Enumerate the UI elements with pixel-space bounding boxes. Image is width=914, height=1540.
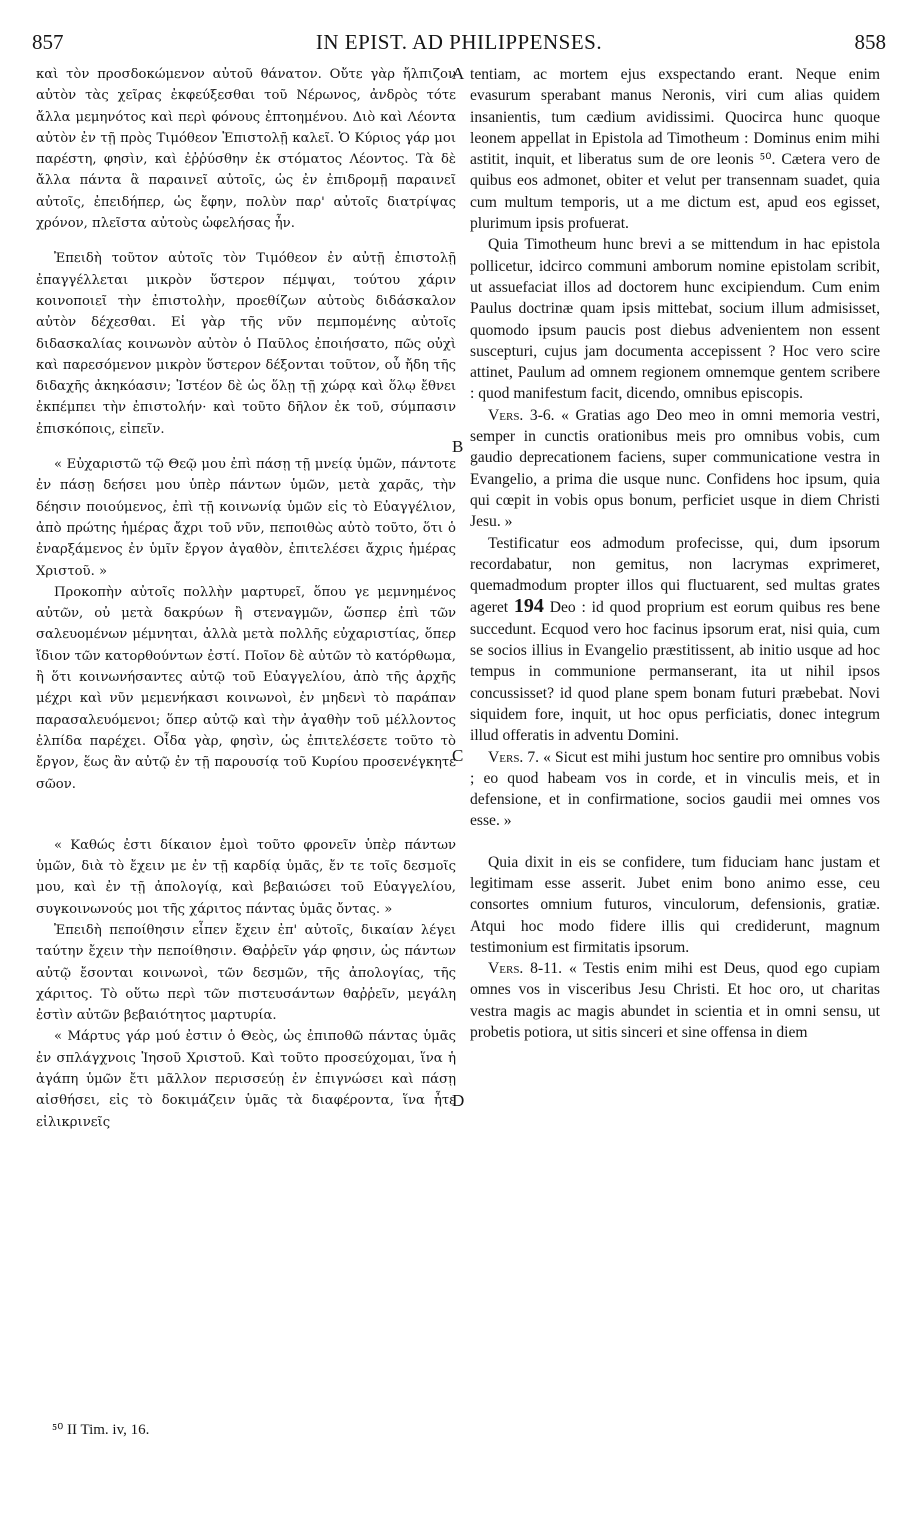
- column-number: 194: [513, 595, 544, 618]
- latin-paragraph-4: [470, 533, 880, 747]
- page-header: [32, 30, 886, 60]
- margin-letter-c: C: [452, 746, 464, 765]
- page-number-left: 857: [32, 30, 64, 54]
- greek-paragraph-3: « Εὐχαριστῶ τῷ Θεῷ μου ἐπὶ πάσῃ τῇ μνείᾳ ὑμῶν, πάντοτε ἐν πάσῃ δεήσει μου ὑπὲρ πάντων ὑμῶν, μετὰ χαρᾶς, τὴν δέησιν ποιούμενος, ἐπὶ τῇ κοινωνίᾳ ὑμῶν εἰς τὸ Εὐαγγέλιον, ἀπὸ πρώτης ἡμέρας ἄχρι τοῦ νῦν, πεποιθὼς αὐτὸ τοῦτο, ὅτι ὁ ἐναρξάμενος ἐν ὑμῖν ἔργον ἀγαθὸν, ἐπιτελέσει ἄχρις ἡμέρας Χριστοῦ. »: [36, 457, 456, 579]
- margin-letter-b: B: [452, 437, 464, 456]
- latin-paragraph-4a: Testificatur eos admodum profecisse, qui, dum ipsorum recordabatur, non gemitus, non lacrymas exprimeret, quemadmodum propter illos qui fluctuarent, sed multas grates ageret: [470, 534, 880, 617]
- verse-reference-8-11: Vers. 8-11.: [488, 960, 563, 978]
- latin-paragraph-4b: Deo : id quod proprium est eorum quibus res bene succedunt. Ecquod vero hoc facinus ipsorum erat, nisi quia, cum se socios illius in Evangelio præstitissent, ab initio usque ad hoc tempus in communione permanserant, ita ut nihil ipsos concussisset? id quod plane spem bonam futuri præbebat. Novi siquidem fore, inquit, ut hoc opus perficiatis, donec integrum illud offeratis in adventu Domini.: [470, 599, 880, 745]
- latin-paragraph-6: Quia dixit in eis se confidere, tum fiduciam hanc justam et legitimam esse asserit. Jubet enim bono animo esse, ceu consortes omnium futuros, vinculorum, defensionis, gratiæ. Atqui hoc modo fidere illis qui crediderunt, magnum testimonium est firmitatis ipsorum.: [470, 853, 880, 956]
- latin-column: [470, 64, 880, 1043]
- latin-paragraph-5: [470, 747, 880, 832]
- greek-paragraph-6: Ἐπειδὴ πεποίθησιν εἶπεν ἔχειν ἐπ' αὐτοῖς, δικαίαν λέγει ταύτην ἔχειν τὴν πεποίθησιν. Θαῤῥεῖν γάρ φησιν, ὡς πάντων αὐτῷ ἔσονται κοινωνοὶ, τῶν δεσμῶν, τῆς ἀπολογίας, τῆς χάριτος. Τὸ οὕτω περὶ τῶν πιστευσάντων θαῤῥεῖν, μεγάλη ἐστὶν αὐτῶν βεβαιότητος μαρτυρία.: [36, 922, 456, 1024]
- running-title: IN EPIST. AD PHILIPPENSES.: [315, 30, 603, 54]
- greek-paragraph-1: καὶ τὸν προσδοκώμενον αὐτοῦ θάνατον. Οὔτε γὰρ ἤλπιζον αὐτὸν τὰς χεῖρας ἐκφεύξεσθαι τοῦ Νέρωνος, ἀνδρὸς τότε ἄλλα μεμηνότος καὶ περὶ φόνους ἐπτοημένου. Διὸ καὶ Λέοντα αὐτὸν ἐν τῇ πρὸς Τιμόθεον Ἐπιστολῇ καλεῖ. Ὁ Κύριος γάρ μοι παρέστη, φησὶν, καὶ ἐῤῥύσθην ἐκ στόματος Λέοντος. Τὰ δὲ ἄλλα πάντα ἃ παραινεῖ αὐτοῖς, ὡς ἐν ἐπιδρομῇ παραινεῖ αὐτοῖς, ἐπειδήπερ, ὡς ἔφην, πολὺν παρ' αὐτοῖς διατρίψας χρόνον, πλεῖστα αὐτοὺς ὠφελήσας ἦν.: [36, 67, 456, 232]
- greek-paragraph-4: Προκοπὴν αὐτοῖς πολλὴν μαρτυρεῖ, ὅπου γε μεμνημένος αὐτῶν, οὐ μετὰ δακρύων ἢ στεναγμῶν, ὥσπερ ἐπὶ τῶν σαλευομένων μέμνηται, ἀλλὰ μετὰ πολλῆς εὐχαριστίας, ὅπερ ἴδιον τῶν κατορθούντων ἐστί. Ποῖον δὲ αὐτῶν τὸ κατόρθωμα, ἢ ὅτι κοινωνήσαντες αὐτῷ τοῦ Εὐαγγελίου, ἀπὸ τῆς ἀρχῆς μέχρι καὶ νῦν μεμενήκασι κοινωνοὶ, ἐν μηδενὶ τὸ παράπαν παρασαλευόμενοι; ὅπερ αὐτῷ καὶ τὴν ἀγαθὴν τοῦ μέλλοντος ἐλπίδα παρέχει. Οἶδα γὰρ, φησὶν, ὡς ἐπιτελέσετε τοῦτο τὸ ἔργον, ἕως ἂν αὐτῷ ἐν τῇ παρουσίᾳ τοῦ Κυρίου προσενέγκητε σῶον.: [36, 584, 456, 792]
- latin-paragraph-3: [470, 405, 880, 533]
- greek-column: [36, 64, 456, 1133]
- margin-letter-a: A: [452, 64, 465, 83]
- margin-letter-d: D: [452, 1091, 465, 1110]
- latin-paragraph-2: Quia Timotheum hunc brevi a se mittendum in hac epistola pollicetur, idcirco communi amborum nomine epistolam scribit, ut assuefaciat illos ad doctorem hunc excipiendum. Cum enim Paulus doctrinæ quam ipsis mittebat, socium illum admisisset, quomodo ipsum paucis post diebus advenientem non essent suscepturi, cujus jam documenta accepissent ? Hoc vero scire attinet, Paulum ad omnem regionem omnemque gentem scribere : quod manifestum facit, dicendo, omnibus episcopis.: [470, 236, 880, 403]
- latin-verse-7-text: « Sicut est mihi justum hoc sentire pro omnibus vobis ; eo quod habeam vos in corde, et in vinculis meis, et in defensione, et in confirmatione, socios gaudii mei omnes vos esse. »: [470, 748, 880, 830]
- verse-reference-7: Vers. 7.: [488, 748, 540, 766]
- latin-paragraph-1: tentiam, ac mortem ejus exspectando erant. Neque enim evasurum sperabant manus Neronis, viri cum alias quidem insanientis, tum cædium avidissimi. Quocirca hunc quoque leonem appellat in Epistola ad Timotheum : Dominus enim mihi astitit, inquit, et liberatus sum de ore leonis ⁵⁰. Cætera vero de quibus eos admonet, obiter et velut per transennam suadet, quia cum multum temporis, ut a me dictum est, apud eos egisset, plurimum ipsis profuerat.: [470, 66, 880, 233]
- greek-paragraph-7: « Μάρτυς γάρ μού ἐστιν ὁ Θεὸς, ὡς ἐπιποθῶ πάντας ὑμᾶς ἐν σπλάγχνοις Ἰησοῦ Χριστοῦ. Καὶ τοῦτο προσεύχομαι, ἵνα ἡ ἀγάπη ὑμῶν ἔτι μᾶλλον περισσεύῃ ἐν ἐπιγνώσει καὶ πάσῃ αἰσθήσει, εἰς τὸ δοκιμάζειν ὑμᾶς τὰ διαφέροντα, ἵνα ἦτε εἰλικρινεῖς: [36, 1029, 456, 1130]
- verse-reference-3-6: Vers. 3-6.: [488, 406, 555, 424]
- greek-paragraph-2: Ἐπειδὴ τοῦτον αὐτοῖς τὸν Τιμόθεον ἐν αὐτῇ ἐπιστολῇ ἐπαγγέλλεται μικρὸν ὕστερον πέμψαι, τούτου χάριν κοινοποιεῖ τὴν ἐπιστολὴν, προεθίζων αὐτοὺς διδάσκαλον αὐτὸν δέχεσθαι. Εἰ γὰρ τῆς νῦν πεμπομένης αὐτοῖς διδασκαλίας κοινωνὸν αὐτὸν ὁ Παῦλος ἐποιήσατο, πῶς οὐχὶ καὶ παρεσόμενον μικρὸν ὕστερον δέξονται τοῦτον, οὗ ἤδη τῆς διδαχῆς ἀκηκόασιν; Ἰστέον δὲ ὡς ὅλῃ τῇ χώρᾳ καὶ ὅλῳ ἔθνει ἐκπέμπει τὴν ἐπιστολήν· καὶ τοῦτο δῆλον ἐκ τοῦ, σύμπασιν ἐπισκόποις, εἰπεῖν.: [36, 251, 456, 437]
- latin-paragraph-7: [470, 958, 880, 1043]
- footnote: ⁵⁰ II Tim. iv, 16.: [52, 1422, 150, 1438]
- page-number-right: 858: [854, 30, 886, 54]
- latin-verse-8-11-text: « Testis enim mihi est Deus, quod ego cupiam omnes vos in visceribus Jesu Christi. Et hoc oro, ut charitas vestra magis ac magis abundet in scientia et in omni sensu, ut probetis potiora, ut sitis sinceri et sine offensa in diem: [470, 960, 880, 1042]
- greek-paragraph-5: « Καθώς ἐστι δίκαιον ἐμοὶ τοῦτο φρονεῖν ὑπὲρ πάντων ὑμῶν, διὰ τὸ ἔχειν με ἐν τῇ καρδίᾳ ὑμᾶς, ἔν τε τοῖς δεσμοῖς μου, καὶ ἐν τῇ ἀπολογίᾳ, καὶ βεβαιώσει τοῦ Εὐαγγελίου, συγκοινωνούς μοι τῆς χάριτος πάντας ὑμᾶς ὄντας. »: [36, 837, 456, 917]
- latin-verse-3-6-text: « Gratias ago Deo meo in omni memoria vestri, semper in cunctis orationibus meis pro omnibus vobis, cum gaudio deprecationem faciens, super communicatione vestra in Evangelio, a prima die usque nunc. Confidens hoc ipsum, quia qui cœpit in vobis opus bonum, perficiet usque in diem Christi Jesu. »: [470, 406, 881, 531]
